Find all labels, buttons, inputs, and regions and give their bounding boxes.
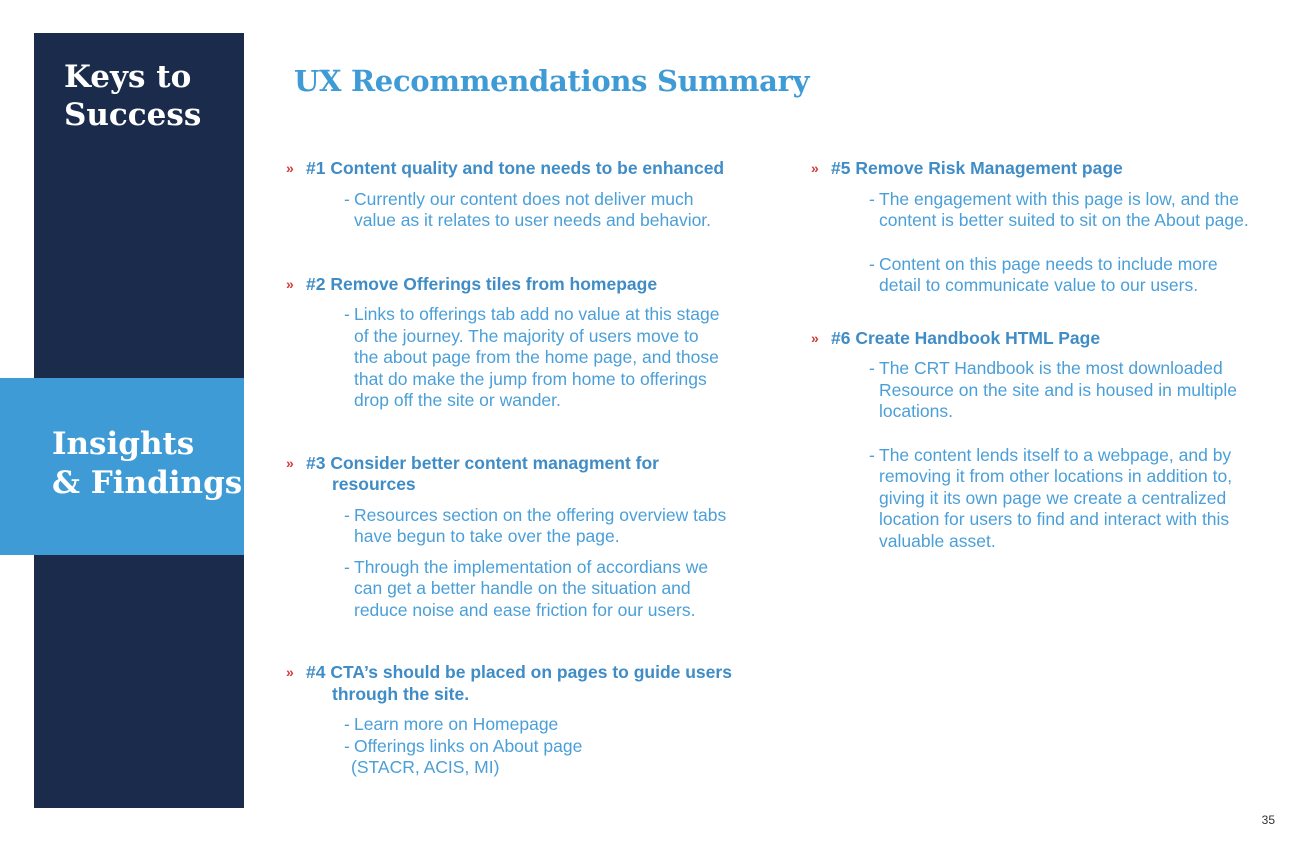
recommendation-6 <box>811 328 1261 553</box>
point-text: Offerings links on About page <box>354 735 583 756</box>
point-text: The CRT Handbook is the most downloaded Resource on the site and is housed in multiple locations. <box>879 358 1237 421</box>
page-title: UX Recommendations Summary <box>294 64 810 98</box>
recommendation-point <box>344 556 734 622</box>
recommendation-point <box>344 735 734 758</box>
sidebar-title: Keys to Success <box>64 59 202 133</box>
point-text: (STACR, ACIS, MI) <box>351 757 500 777</box>
dash-marker: - <box>344 556 350 577</box>
heading-line: resources <box>332 474 416 494</box>
dash-marker: - <box>344 714 350 734</box>
recommendation-point <box>344 714 734 736</box>
dash-marker: - <box>869 444 875 465</box>
recommendation-3 <box>286 453 736 622</box>
recommendation-4 <box>286 662 736 779</box>
bullet-chevron-icon: » <box>811 329 819 346</box>
section-title: Insights & Findings <box>52 426 243 501</box>
point-text: Currently our content does not deliver much value as it relates to user needs and behavior. <box>354 188 712 230</box>
recommendation-2 <box>286 274 736 412</box>
point-text: Through the implementation of accordians we can get a better handle on the situation and reduce noise and ease friction for our users. <box>354 556 709 620</box>
heading-line: #4 CTA’s should be placed on pages to guide users <box>306 662 732 682</box>
heading-line: through the site. <box>332 683 470 704</box>
page-number: 35 <box>1261 813 1275 827</box>
dash-marker: - <box>869 188 875 209</box>
recommendation-point <box>344 504 734 548</box>
dash-marker: - <box>344 735 350 756</box>
bullet-chevron-icon: » <box>286 160 294 176</box>
point-text: The content lends itself to a webpage, and by removing it from other locations in addition to, giving it its own page we create a centralized location for users to find and interact with this valuable asset. <box>879 444 1233 551</box>
recommendation-point <box>869 188 1254 232</box>
point-text: Links to offerings tab add no value at this stage of the journey. The majority of users move to the about page from the home page, and those that do make the jump from home to offerings drop off the site or wander. <box>354 304 720 410</box>
point-text: Learn more on Homepage <box>354 714 559 734</box>
point-text: Resources section on the offering overview tabs have begun to take over the page. <box>354 504 727 546</box>
recommendation-point <box>869 358 1254 423</box>
recommendation-heading: #2 Remove Offerings tiles from homepage <box>306 273 658 294</box>
recommendation-point <box>869 444 1254 553</box>
point-text: Content on this page needs to include more detail to communicate value to our users. <box>879 253 1218 295</box>
recommendation-heading <box>306 662 736 705</box>
dash-marker: - <box>344 304 350 324</box>
recommendations-left-column <box>286 158 736 779</box>
bullet-chevron-icon: » <box>286 275 294 292</box>
recommendation-1 <box>286 158 736 232</box>
bullet-chevron-icon: » <box>286 454 294 471</box>
recommendations-right-column <box>811 158 1261 552</box>
bullet-chevron-icon: » <box>811 160 819 176</box>
recommendation-point <box>869 253 1254 297</box>
dash-marker: - <box>344 188 350 209</box>
point-text: The engagement with this page is low, and the content is better suited to sit on the About page. <box>879 188 1249 230</box>
recommendation-5 <box>811 158 1261 297</box>
recommendation-heading <box>306 453 736 496</box>
dash-marker: - <box>869 253 875 274</box>
recommendation-point <box>344 304 724 412</box>
heading-line: #3 Consider better content managment for <box>306 452 659 473</box>
recommendation-heading: #5 Remove Risk Management page <box>831 158 1123 178</box>
recommendation-point-continuation <box>351 757 734 779</box>
bullet-chevron-icon: » <box>286 664 294 680</box>
dash-marker: - <box>869 358 875 378</box>
dash-marker: - <box>344 504 350 525</box>
recommendation-heading: #1 Content quality and tone needs to be enhanced <box>306 158 725 178</box>
recommendation-heading: #6 Create Handbook HTML Page <box>831 327 1101 348</box>
recommendation-point <box>344 188 734 232</box>
